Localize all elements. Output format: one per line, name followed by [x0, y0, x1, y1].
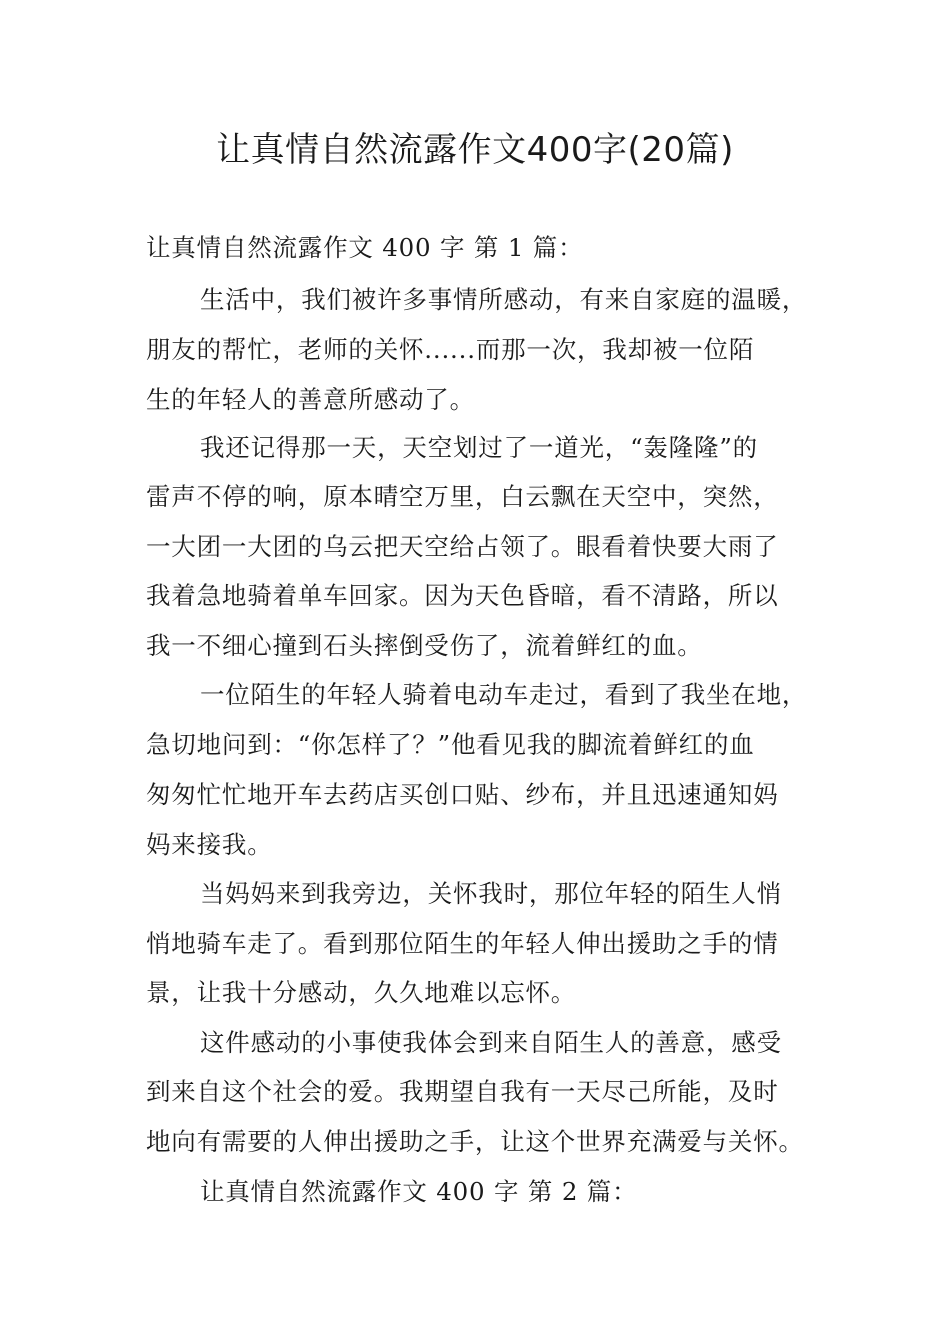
- paragraph-line: 雷声不停的响，原本晴空万里，白云飘在天空中，突然，: [146, 482, 779, 511]
- paragraph-line: 急切地问到：“你怎样了？”他看见我的脚流着鲜红的血: [146, 730, 755, 759]
- paragraph-line: 悄地骑车走了。看到那位陌生的年轻人伸出援助之手的情: [146, 929, 779, 958]
- paragraph-line: 生的年轻人的善意所感动了。: [146, 385, 475, 414]
- paragraph-line: 一位陌生的年轻人骑着电动车走过，看到了我坐在地，: [200, 680, 808, 709]
- paragraph-line: 地向有需要的人伸出援助之手，让这个世界充满爱与关怀。: [146, 1127, 804, 1156]
- section-heading-1: 让真情自然流露作文 400 字 第 1 篇：: [146, 233, 584, 262]
- section-heading-2: 让真情自然流露作文 400 字 第 2 篇：: [200, 1177, 638, 1206]
- paragraph-line: 这件感动的小事使我体会到来自陌生人的善意，感受: [200, 1028, 782, 1057]
- paragraph-line: 景，让我十分感动，久久地难以忘怀。: [146, 978, 577, 1007]
- document-title: 让真情自然流露作文400字(20篇): [216, 130, 734, 170]
- paragraph-line: 我着急地骑着单车回家。因为天色昏暗，看不清路，所以: [146, 581, 779, 610]
- paragraph-line: 生活中，我们被许多事情所感动，有来自家庭的温暖，: [200, 285, 808, 314]
- paragraph-line: 匆匆忙忙地开车去药店买创口贴、纱布，并且迅速通知妈: [146, 780, 779, 809]
- paragraph-line: 到来自这个社会的爱。我期望自我有一天尽己所能，及时: [146, 1077, 779, 1106]
- paragraph-line: 妈来接我。: [146, 830, 273, 859]
- paragraph-line: 我还记得那一天，天空划过了一道光，“轰隆隆”的: [200, 433, 758, 462]
- paragraph-line: 我一不细心撞到石头摔倒受伤了，流着鲜红的血。: [146, 631, 703, 660]
- paragraph-line: 朋友的帮忙，老师的关怀......而那一次，我却被一位陌: [146, 335, 755, 364]
- paragraph-line: 一大团一大团的乌云把天空给占领了。眼看着快要大雨了: [146, 532, 779, 561]
- paragraph-line: 当妈妈来到我旁边，关怀我时，那位年轻的陌生人悄: [200, 879, 782, 908]
